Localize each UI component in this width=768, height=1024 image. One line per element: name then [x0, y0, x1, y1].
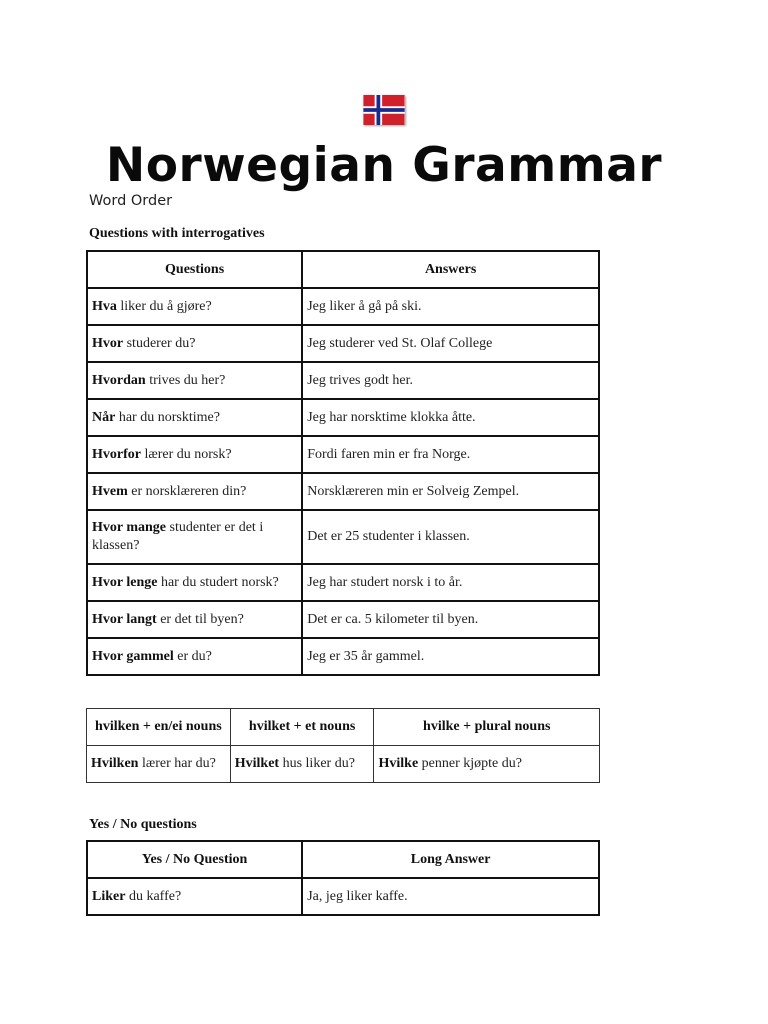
column-header: hvilken + en/ei nouns	[87, 709, 231, 746]
answer-cell: Jeg har norsktime klokka åtte.	[302, 399, 599, 436]
example-cell	[87, 746, 231, 783]
question-text: er du?	[173, 648, 212, 664]
table-row	[87, 325, 599, 362]
interrogatives-table	[86, 250, 600, 676]
column-header: Questions	[87, 251, 302, 288]
table-row	[87, 288, 599, 325]
question-cell	[87, 325, 302, 362]
subtitle: Word Order	[89, 193, 173, 209]
example-text: hus liker du?	[279, 756, 355, 771]
table-header-row	[87, 841, 599, 878]
question-text: er norsklæreren din?	[127, 483, 247, 499]
table-row	[87, 564, 599, 601]
answer-cell: Ja, jeg liker kaffe.	[302, 878, 599, 915]
yes-no-table	[86, 840, 600, 916]
answer-cell: Det er 25 studenter i klassen.	[302, 510, 599, 564]
table-row	[87, 746, 600, 783]
question-text: har du norsktime?	[115, 409, 220, 425]
table-row	[87, 638, 599, 675]
answer-cell: Norsklæreren min er Solveig Zempel.	[302, 473, 599, 510]
answer-cell: Det er ca. 5 kilometer til byen.	[302, 601, 599, 638]
table-row	[87, 878, 599, 915]
question-cell	[87, 473, 302, 510]
interrogative-word: Når	[92, 409, 116, 425]
table-header-row	[87, 251, 599, 288]
interrogative-word: Hvor	[92, 335, 124, 351]
interrogative-word: Hvilke	[378, 756, 419, 771]
interrogative-word: Hvor mange	[92, 520, 167, 535]
question-text: har du studert norsk?	[157, 574, 279, 590]
table-row	[87, 601, 599, 638]
interrogative-word: Hvem	[92, 483, 128, 499]
section-heading-interrogatives: Questions with interrogatives	[89, 226, 265, 241]
question-cell	[87, 399, 302, 436]
column-header: Long Answer	[302, 841, 599, 878]
table-row	[87, 473, 599, 510]
question-text: liker du å gjøre?	[116, 298, 212, 314]
interrogative-word: Hvor langt	[92, 611, 157, 627]
column-header: Yes / No Question	[87, 841, 302, 878]
interrogative-word: Hvordan	[92, 372, 146, 388]
question-cell	[87, 288, 302, 325]
question-cell	[87, 601, 302, 638]
table-header-row	[87, 709, 600, 746]
norway-flag-icon	[363, 95, 405, 125]
interrogative-word: Hvilken	[91, 756, 139, 771]
example-cell	[374, 746, 600, 783]
example-cell	[230, 746, 374, 783]
question-text: lærer du norsk?	[140, 446, 232, 462]
interrogative-word: Hva	[92, 298, 117, 314]
answer-cell: Jeg liker å gå på ski.	[302, 288, 599, 325]
question-cell	[87, 638, 302, 675]
answer-cell: Jeg har studert norsk i to år.	[302, 564, 599, 601]
example-text: lærer har du?	[138, 756, 216, 771]
column-header: hvilket + et nouns	[230, 709, 374, 746]
column-header: Answers	[302, 251, 599, 288]
answer-cell: Jeg er 35 år gammel.	[302, 638, 599, 675]
verb-word: Liker	[92, 888, 126, 904]
interrogative-word: Hvorfor	[92, 446, 141, 462]
example-text: penner kjøpte du?	[418, 756, 522, 771]
answer-cell: Jeg studerer ved St. Olaf College	[302, 325, 599, 362]
question-text: du kaffe?	[125, 888, 182, 904]
question-cell	[87, 878, 302, 915]
answer-cell: Fordi faren min er fra Norge.	[302, 436, 599, 473]
question-text: studerer du?	[123, 335, 196, 351]
section-heading-yes-no: Yes / No questions	[89, 817, 197, 832]
table-row	[87, 510, 599, 564]
question-cell	[87, 436, 302, 473]
column-header: hvilke + plural nouns	[374, 709, 600, 746]
table-row	[87, 362, 599, 399]
question-cell	[87, 362, 302, 399]
interrogative-word: Hvor lenge	[92, 574, 158, 590]
interrogative-word: Hvilket	[234, 756, 280, 771]
table-row	[87, 436, 599, 473]
hvilken-table	[86, 708, 600, 783]
page-title: Norwegian Grammar	[105, 138, 663, 193]
table-row	[87, 399, 599, 436]
question-text: studenter er det i klassen?	[92, 520, 264, 553]
answer-cell: Jeg trives godt her.	[302, 362, 599, 399]
question-text: trives du her?	[145, 372, 226, 388]
question-text: er det til byen?	[156, 611, 244, 627]
question-cell	[87, 510, 302, 564]
interrogative-word: Hvor gammel	[92, 648, 174, 664]
question-cell	[87, 564, 302, 601]
